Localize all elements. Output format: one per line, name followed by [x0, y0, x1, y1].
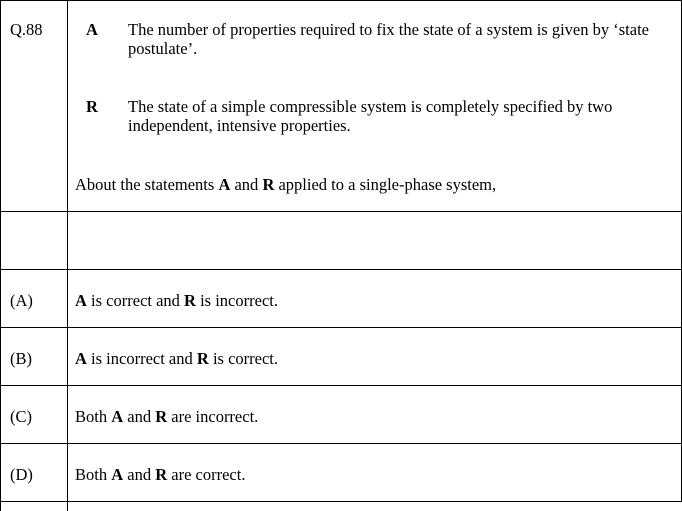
row-divider — [0, 211, 682, 212]
stem-reason-ref: R — [262, 175, 275, 194]
reason-text: The state of a simple compressible system is completely specified by two independent, intensive properties. — [128, 97, 613, 135]
stem-text: applied to a single-phase system, — [274, 175, 497, 194]
option-text: Both A and R are correct. — [75, 465, 246, 484]
option-label: (B) — [10, 349, 32, 368]
assertion-ref: A — [111, 407, 124, 426]
reason-ref: R — [155, 407, 168, 426]
row-divider — [0, 269, 682, 270]
assertion-ref: A — [75, 291, 87, 310]
stem-assertion-ref: A — [218, 175, 231, 194]
row-divider — [0, 443, 682, 444]
row-divider — [0, 385, 682, 386]
option-label: (A) — [10, 291, 33, 310]
assertion-letter: A — [86, 20, 98, 39]
question-number: Q.88 — [10, 20, 43, 39]
row-divider — [0, 501, 682, 502]
question-stem — [75, 175, 496, 194]
table-border-top — [0, 0, 682, 1]
assertion-ref: A — [111, 465, 124, 484]
stem-text: About the statements — [75, 175, 219, 194]
option-label: (D) — [10, 465, 33, 484]
reason-letter: R — [86, 97, 98, 116]
option-text: Both A and R are incorrect. — [75, 407, 259, 426]
assertion-text: The number of properties required to fix the state of a system is given by ‘state postulate’. — [128, 20, 649, 58]
option-label: (C) — [10, 407, 32, 426]
reason-ref: R — [184, 291, 196, 310]
row-divider — [0, 327, 682, 328]
table-border-left — [0, 0, 1, 511]
option-text: A is correct and R is incorrect. — [75, 291, 278, 310]
reason-ref: R — [155, 465, 168, 484]
stem-text: and — [230, 175, 263, 194]
reason-ref: R — [196, 349, 209, 368]
column-divider — [67, 0, 68, 511]
option-text: A is incorrect and R is correct. — [75, 349, 278, 368]
assertion-ref: A — [75, 349, 87, 368]
